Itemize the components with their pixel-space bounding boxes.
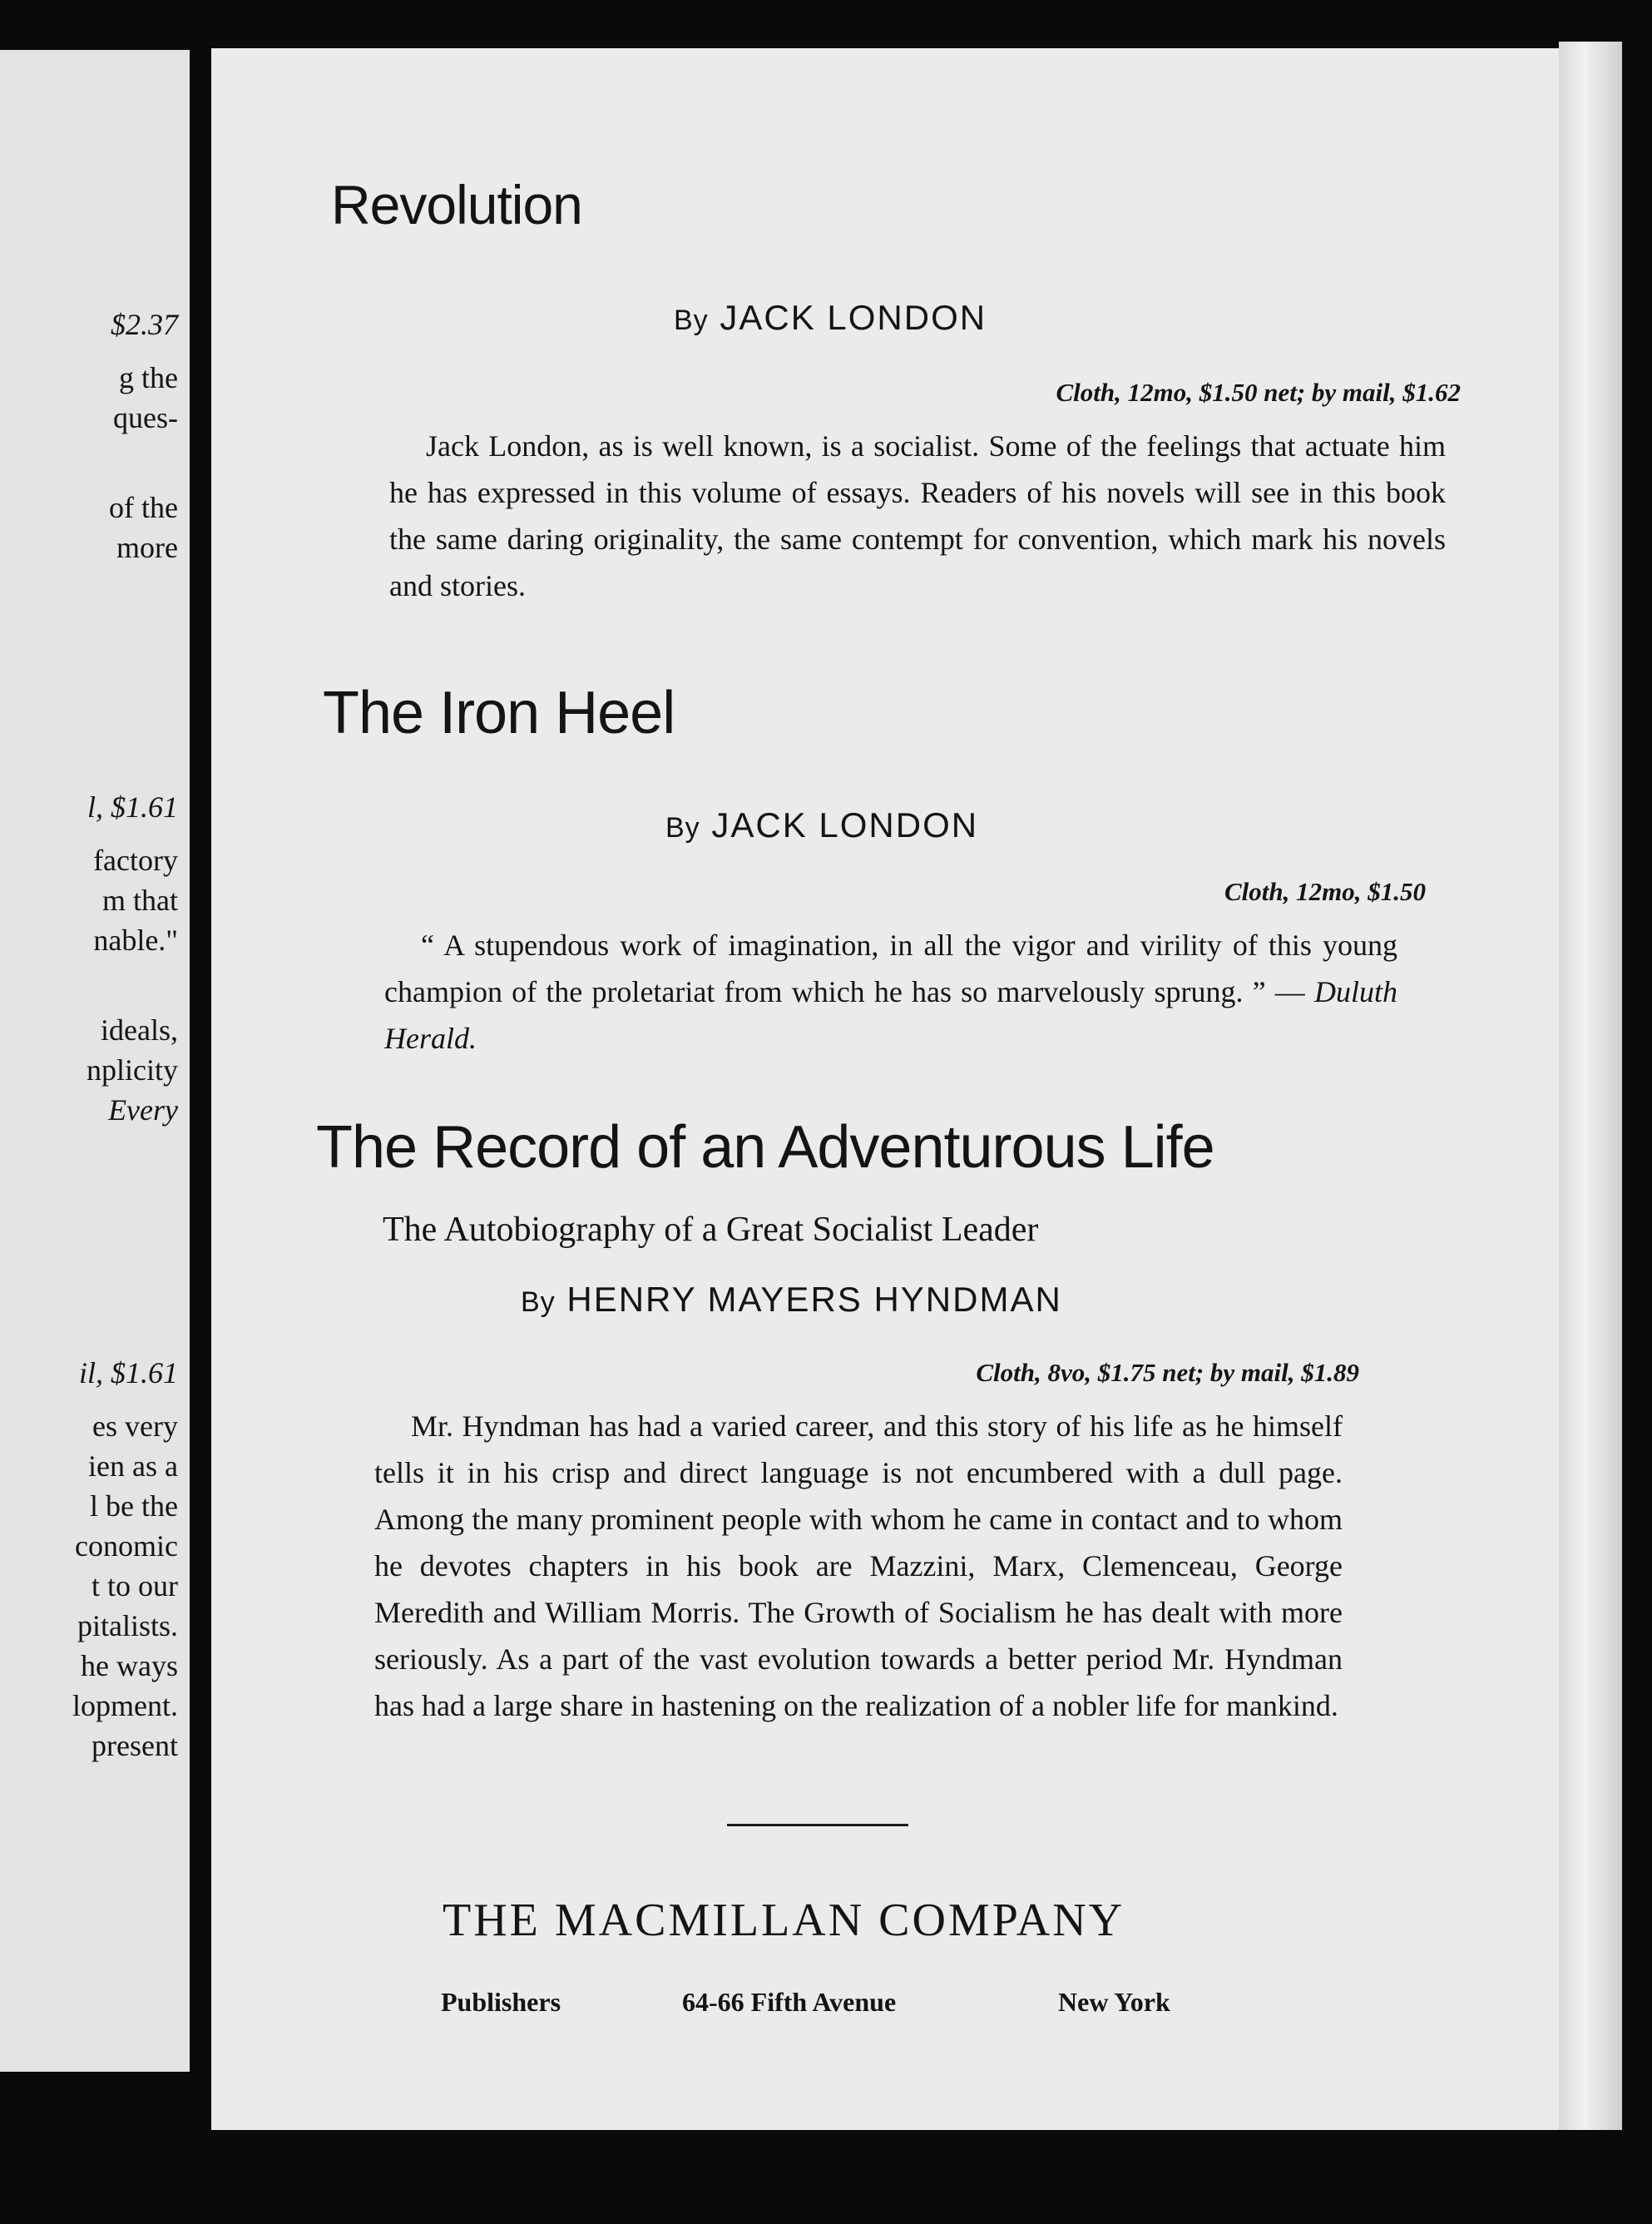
left-line: es very [92, 1409, 178, 1443]
left-line: nable." [93, 924, 178, 957]
publisher-role: Publishers [441, 1987, 561, 2017]
author-name: JACK LONDON [720, 298, 987, 337]
left-line: present [92, 1729, 178, 1762]
page-edge [1559, 42, 1622, 2130]
left-line: ien as a [88, 1449, 178, 1483]
left-line: t to our [92, 1569, 178, 1602]
author-name: HENRY MAYERS HYNDMAN [566, 1280, 1062, 1319]
left-line: factory [93, 844, 178, 877]
publisher-name: THE MACMILLAN COMPANY [443, 1895, 1125, 1946]
by-word: By [521, 1286, 556, 1318]
left-line: $2.37 [111, 308, 178, 341]
left-line: m that [102, 884, 178, 917]
author-name: JACK LONDON [711, 805, 979, 845]
divider-rule [727, 1824, 908, 1826]
left-line: nplicity [87, 1053, 178, 1087]
left-line: lopment. [72, 1689, 178, 1722]
book-quote [384, 922, 1397, 1062]
left-line: ques- [113, 401, 178, 434]
book-description: Jack London, as is well known, is a socialist. Some of the feelings that actuate him he has expressed in this volume of essays. Readers of his novels will see in this book the same daring originality, the same contempt for convention, which mark his novels and stories. [389, 429, 1446, 602]
left-line: g the [119, 361, 178, 394]
book-byline [665, 805, 978, 845]
left-line: Every [108, 1093, 178, 1127]
left-line: pitalists. [77, 1609, 178, 1642]
left-line: l be the [90, 1489, 178, 1523]
left-line: of the [109, 491, 178, 524]
left-line: ideals, [101, 1013, 178, 1047]
left-line: more [116, 531, 178, 564]
left-line: he ways [81, 1649, 178, 1682]
book-gutter [190, 46, 211, 2109]
book-title-record: The Record of an Adventurous Life [316, 1114, 1214, 1181]
by-word: By [665, 812, 700, 844]
book-price: Cloth, 12mo, $1.50 [1224, 877, 1426, 906]
by-word: By [674, 305, 709, 336]
left-line: il, $1.61 [78, 1356, 178, 1389]
left-line: conomic [75, 1529, 178, 1563]
book-price: Cloth, 8vo, $1.75 net; by mail, $1.89 [976, 1358, 1359, 1387]
book-subtitle: The Autobiography of a Great Socialist Leader [383, 1211, 1039, 1249]
quote-source: Duluth Herald. [384, 975, 1398, 1055]
quote-text: “ A stupendous work of imagination, in all the vigor and virility of this young champion of the proletariat from which he has so marvelously sprung. ” — [384, 929, 1397, 1008]
publisher-city: New York [1058, 1987, 1170, 2017]
publisher-address: 64-66 Fifth Avenue [682, 1987, 897, 2017]
book-price: Cloth, 12mo, $1.50 net; by mail, $1.62 [1056, 378, 1461, 407]
book-title-iron-heel: The Iron Heel [323, 680, 675, 746]
left-line: l, $1.61 [87, 790, 178, 824]
main-page [211, 48, 1559, 2130]
book-byline [674, 298, 987, 338]
book-byline [521, 1280, 1062, 1320]
left-facing-page [0, 50, 190, 2072]
book-description: Mr. Hyndman has had a varied career, and this story of his life as he himself tells it in his crisp and direct language is not encumbered with a dull page. Among the many prominent people with whom he came in contact and to whom he devotes chapters in his book are Mazzini, Marx, Clemenceau, George Meredith and William Morris. The Growth of Socialism he has dealt with more seriously. As a part of the vast evolution towards a better period Mr. Hyndman has had a large share in hastening on the realization of a nobler life for mankind. [374, 1409, 1343, 1722]
book-title-revolution: Revolution [331, 174, 582, 235]
